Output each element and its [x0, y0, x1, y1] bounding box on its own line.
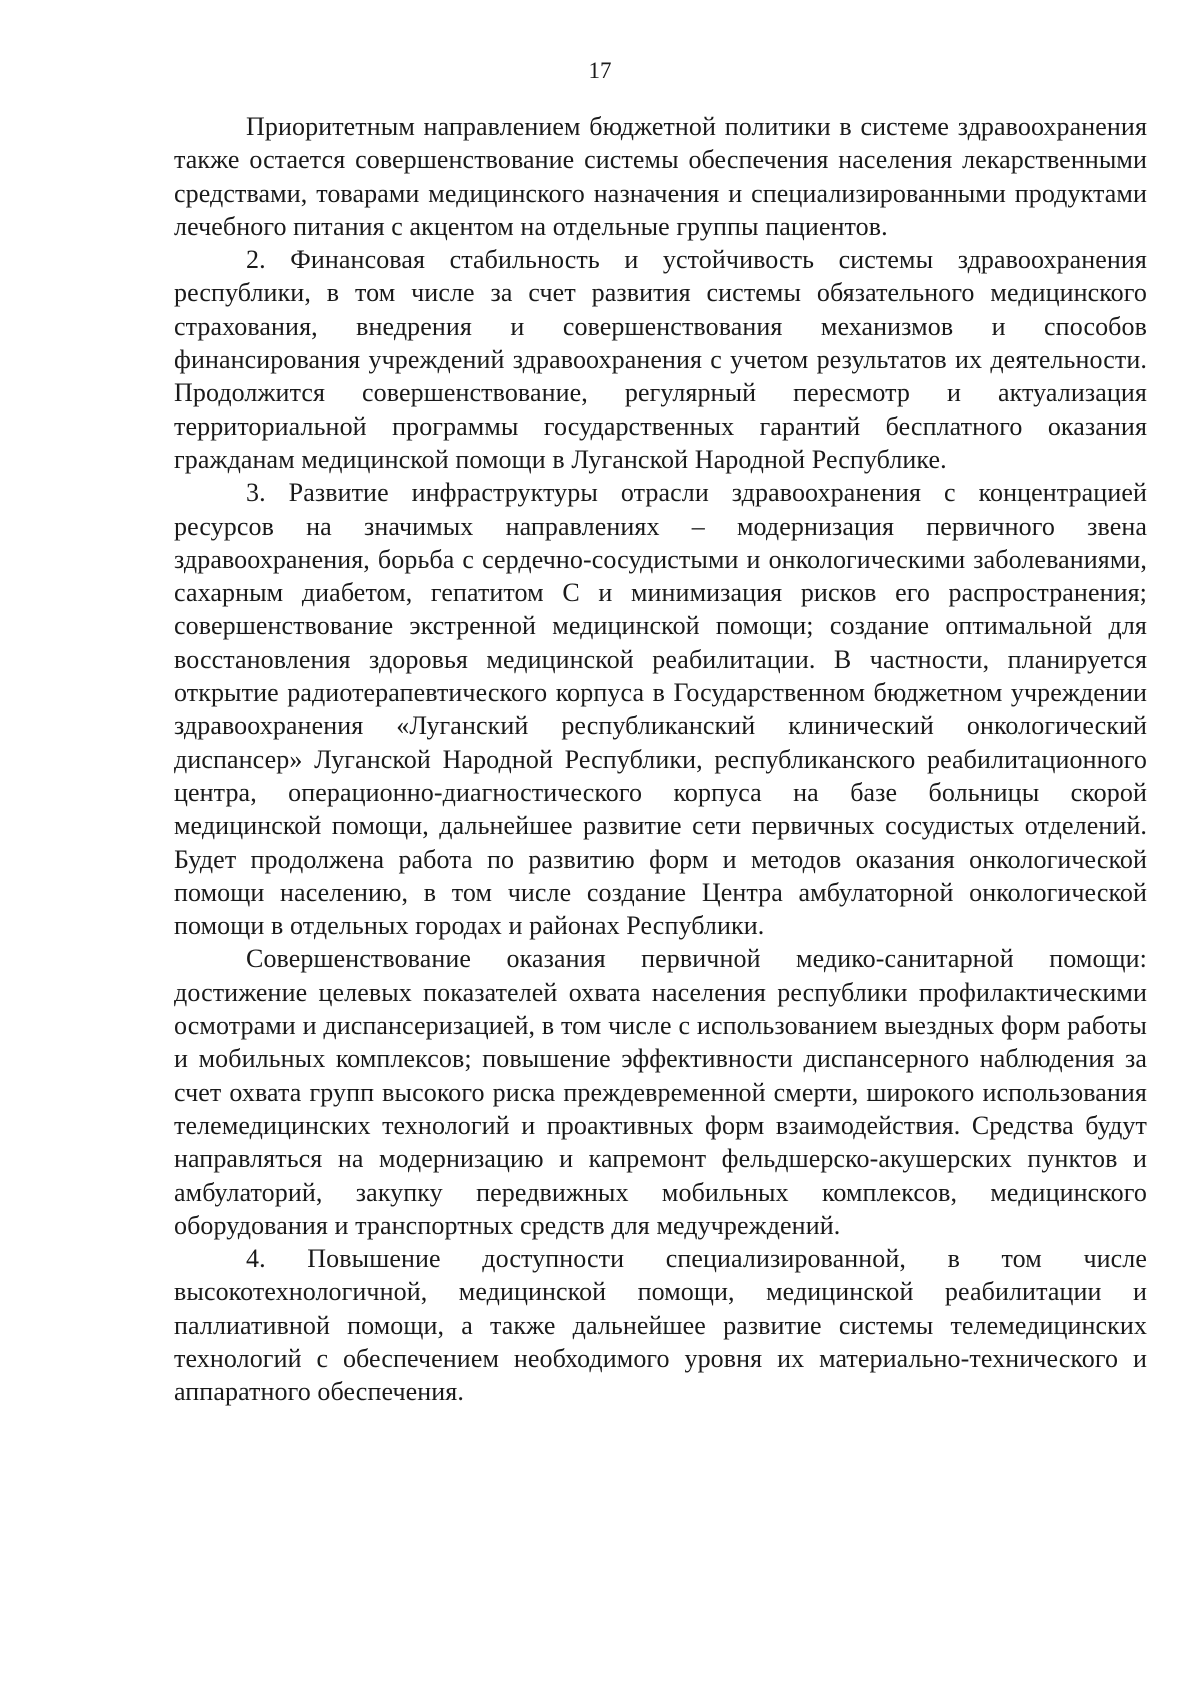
- paragraph-specialized-care-access: 4. Повышение доступности специализированной, в том числе высокотехнологичной, медицинской помощи, медицинской реабилитации и паллиативной помощи, а также дальнейшее развитие системы телемедицинских технологий с обеспечением необходимого уровня их материально-технического и аппаратного обеспечения.: [174, 1244, 1147, 1407]
- page-number: 17: [588, 58, 612, 83]
- paragraph-primary-care-improvement: Совершенствование оказания первичной медико-санитарной помощи: достижение целевых показателей охвата населения республики профилактическими осмотрами и диспансеризацией, в том числе с использованием выездных форм работы и мобильных комплексов; повышение эффективности диспансерного наблюдения за счет охвата групп высокого риска преждевременной смерти, широкого использования телемедицинских технологий и проактивных форм взаимодействия. Средства будут направляться на модернизацию и капремонт фельдшерско-акушерских пунктов и амбулаторий, закупку передвижных мобильных комплексов, медицинского оборудования и транспортных средств для медучреждений.: [174, 944, 1147, 1240]
- document-body: [174, 110, 1147, 1409]
- paragraph-infrastructure-development: 3. Развитие инфраструктуры отрасли здравоохранения с концентрацией ресурсов на значимых направлениях – модернизация первичного звена здравоохранения, борьба с сердечно-сосудистыми и онкологическими заболеваниями, сахарным диабетом, гепатитом С и минимизация рисков его распространения; совершенствование экстренной медицинской помощи; создание оптимальной для восстановления здоровья медицинской реабилитации. В частности, планируется открытие радиотерапевтического корпуса в Государственном бюджетном учреждении здравоохранения «Луганский республиканский клинический онкологический диспансер» Луганской Народной Республики, республиканского реабилитационного центра, операционно-диагностического корпуса на базе больницы скорой медицинской помощи, дальнейшее развитие сети первичных сосудистых отделений. Будет продолжена работа по развитию форм и методов оказания онкологической помощи населению, в том числе создание Центра амбулаторной онкологической помощи в отдельных городах и районах Республики.: [174, 478, 1147, 941]
- paragraph-priority-direction: Приоритетным направлением бюджетной политики в системе здравоохранения также остается совершенствование системы обеспечения населения лекарственными средствами, товарами медицинского назначения и специализированными продуктами лечебного питания с акцентом на отдельные группы пациентов.: [174, 112, 1147, 241]
- paragraph-financial-stability: 2. Финансовая стабильность и устойчивость системы здравоохранения республики, в том числе за счет развития системы обязательного медицинского страхования, внедрения и совершенствования механизмов и способов финансирования учреждений здравоохранения с учетом результатов их деятельности. Продолжится совершенствование, регулярный пересмотр и актуализация территориальной программы государственных гарантий бесплатного оказания гражданам медицинской помощи в Луганской Народной Республике.: [174, 245, 1147, 474]
